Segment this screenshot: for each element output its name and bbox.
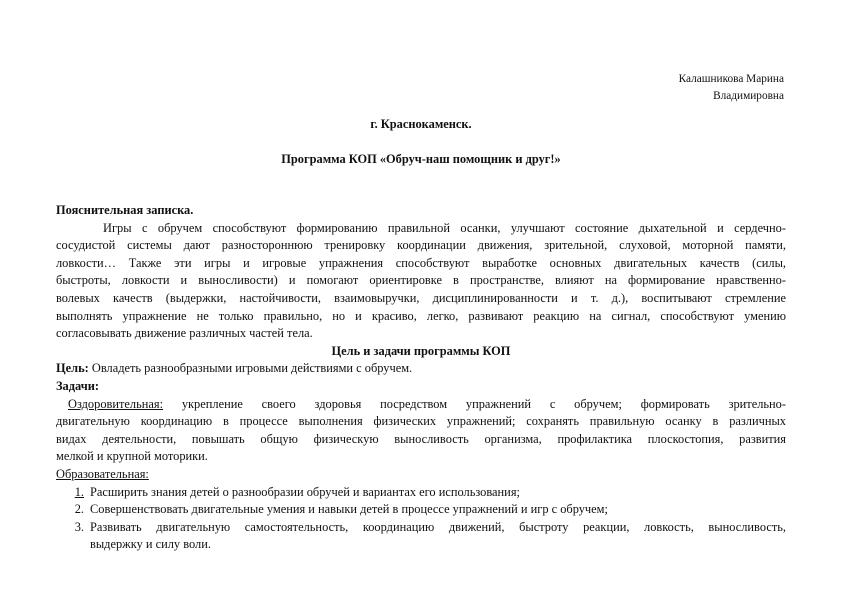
list-text: Расширить знания детей о разнообразии обручей и вариантах его использования; (90, 484, 520, 499)
list-item (56, 484, 786, 502)
health-text: укрепление своего здоровья посредством упражнений с обручем; формировать зрительно- (181, 396, 786, 411)
list-number: 3. (74, 519, 84, 534)
tasks-label: Задачи: (56, 378, 99, 393)
list-text: Совершенствовать двигательные умения и навыки детей в процессе упражнений и игр с обручем; (90, 502, 608, 517)
city-heading: г. Краснокаменск. (370, 117, 472, 131)
goals-heading: Цель и задачи программы КОП (331, 343, 511, 358)
goal-line (56, 360, 786, 378)
paragraph-line: выполнять упражнение не только правильно, но и красиво, легко, развивают реакцию на сигнал, способствуют умению (56, 308, 786, 323)
paragraph-line: быстроты, ловкости и выносливости) и помогают ориентировке в пространстве, влияют на формирование нравственно- (56, 273, 786, 288)
paragraph-line: волевых качеств (выдержки, настойчивости, взаимовыручки, дисциплинированности и т. д.), воспитывают стремление (56, 290, 786, 305)
list-number: 1. (74, 484, 84, 499)
paragraph-line: сосудистой системы дают разностороннюю тренировку координации движения, зрительной, слуховой, моторной памяти, (56, 238, 786, 253)
paragraph-line: мелкой и крупной моторики. (56, 449, 208, 464)
list-continuation: выдержку и силу воли. (90, 537, 211, 552)
list-item (56, 519, 786, 537)
author-block (679, 71, 784, 105)
author-name: Калашникова Марина (678, 73, 784, 85)
document-body (56, 202, 786, 554)
paragraph-line: видах деятельности, повышать общую физическую выносливость организма, профилактика плоскостопия, развития (56, 431, 786, 446)
paragraph-line: Игры с обручем способствуют формированию правильной осанки, улучшают состояние дыхательной и сердечно- (103, 220, 786, 235)
list-number: 2. (74, 502, 84, 517)
paragraph-line: двигательную координацию в процессе выполнения физических упражнений; сохранять правильную осанку в различных (56, 414, 786, 429)
list-text: Развивать двигательную самостоятельность, координацию движений, быстроту реакции, ловкость, выносливость, (90, 519, 786, 534)
program-title: Программа КОП «Обруч-наш помощник и друг!» (281, 152, 561, 166)
health-first-line (56, 396, 786, 414)
paragraph-line: согласовывать движение различных частей тела. (56, 326, 313, 341)
educational-label: Образовательная: (56, 466, 149, 481)
list-item (56, 501, 786, 519)
paragraph-line: ловкости… Также эти игры и игровые упражнения способствуют выработке основных двигательных качеств (силы, (56, 255, 786, 270)
explanatory-heading: Пояснительная записка. (56, 203, 194, 217)
health-label: Оздоровительная: (68, 396, 164, 411)
author-patronymic: Владимировна (713, 90, 784, 103)
goal-text: Овладеть разнообразными игровыми действиями с обручем. (91, 361, 413, 376)
goal-label: Цель: (56, 361, 89, 376)
